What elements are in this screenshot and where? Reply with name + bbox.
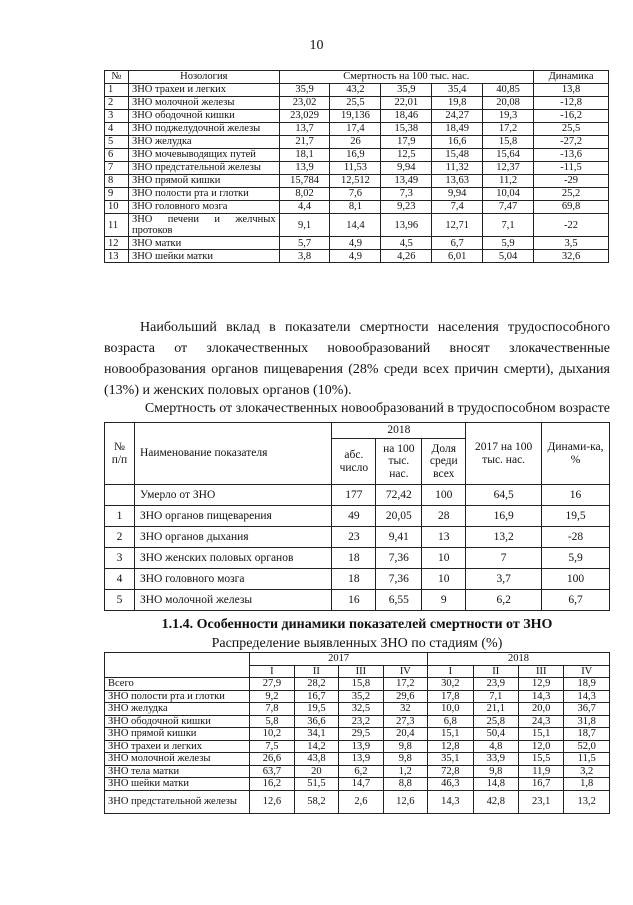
header-nosology: Нозология [128,71,279,84]
value-abs: 23 [332,527,376,548]
stage-value: 72,8 [428,765,473,778]
row-number: 3 [105,548,135,569]
stage-value: 12,6 [383,790,427,813]
value-abs: 18 [332,548,376,569]
mortality-value: 3,8 [279,250,330,263]
table-row [105,778,610,791]
stage-value: 42,8 [473,790,518,813]
dynamics-value: 69,8 [534,201,609,214]
stage-value: 15,1 [519,728,564,741]
stage-value: 51,5 [294,778,338,791]
table-row [105,527,610,548]
mortality-value: 16,6 [432,136,483,149]
value-dyn: -28 [542,527,610,548]
table3-caption: Распределение выявленных ЗНО по стадиям (%) [211,636,503,651]
mortality-value: 12,37 [483,162,534,175]
dynamics-value: 32,6 [534,250,609,263]
stage-value: 14,2 [294,740,338,753]
section-heading: 1.1.4. Особенности динамики показателей смертности от ЗНО [161,617,553,632]
dynamics-value: -16,2 [534,110,609,123]
nosology-name: ЗНО желудка [128,136,279,149]
stage-value: 14,8 [473,778,518,791]
mortality-value: 4,9 [330,250,381,263]
mortality-value: 15,38 [381,123,432,136]
table-row [105,703,610,716]
row-number: 2 [105,97,129,110]
row-number: 4 [105,569,135,590]
mortality-value: 7,3 [381,188,432,201]
mortality-value: 18,1 [279,149,330,162]
mortality-value: 7,1 [483,214,534,237]
table-row [105,149,609,162]
stage-value: 30,2 [428,678,473,691]
stage-value: 35,2 [339,690,383,703]
stage-value: 16,7 [294,690,338,703]
stage-value: 14,3 [428,790,473,813]
header-num: № п/п [105,423,135,485]
mortality-value: 15,784 [279,175,330,188]
stage-value: 28,2 [294,678,338,691]
nosology-name: ЗНО предстательной железы [105,790,250,813]
nosology-name: Всего [105,678,250,691]
table-row [105,123,609,136]
table-row [105,715,610,728]
stage-value: 10,2 [250,728,294,741]
mortality-value: 11,53 [330,162,381,175]
indicator-name: ЗНО женских половых органов [134,548,331,569]
stage-value: 16,7 [519,778,564,791]
nosology-name: ЗНО молочной железы [128,97,279,110]
mortality-value: 8,02 [279,188,330,201]
mortality-value: 11,32 [432,162,483,175]
table-row [105,678,610,691]
table2-caption: Смертность от злокачественных новообразований в трудоспособном возрасте [144,401,610,416]
stage-value: 6,2 [339,765,383,778]
nosology-name: ЗНО предстательной железы [128,162,279,175]
value-dyn: 6,7 [542,590,610,611]
header-indicator-name: Наименование показателя [134,423,331,485]
nosology-name: ЗНО полости рта и глотки [105,690,250,703]
stage-value: 12,6 [250,790,294,813]
stage-value: 34,1 [294,728,338,741]
mortality-value: 22,01 [381,97,432,110]
stage-value: 29,6 [383,690,427,703]
stage-value: 32,5 [339,703,383,716]
mortality-value: 6,01 [432,250,483,263]
mortality-value: 43,2 [330,84,381,97]
indicator-name: ЗНО головного мозга [134,569,331,590]
indicator-name: ЗНО органов дыхания [134,527,331,548]
dynamics-value: -11,5 [534,162,609,175]
dynamics-value: 25,5 [534,123,609,136]
table-row-total [105,485,610,506]
value-per100: 9,41 [376,527,422,548]
mortality-value: 4,5 [381,237,432,250]
stage-value: 12,8 [428,740,473,753]
table-row [105,569,610,590]
mortality-value: 5,9 [483,237,534,250]
mortality-value: 19,3 [483,110,534,123]
table-row [105,201,609,214]
stage-value: 46,3 [428,778,473,791]
mortality-value: 6,7 [432,237,483,250]
page-number: 10 [309,38,324,53]
value-y2017: 7 [466,548,542,569]
mortality-value: 12,71 [432,214,483,237]
stage-value: 7,5 [250,740,294,753]
mortality-value: 13,96 [381,214,432,237]
header-dynamics: Динами-ка, % [542,423,610,485]
table-row [105,728,610,741]
stage-header: I [250,665,294,678]
dynamics-value: 13,8 [534,84,609,97]
stage-value: 24,3 [519,715,564,728]
value-dyn: 100 [542,569,610,590]
mortality-value: 19,8 [432,97,483,110]
total-abs: 177 [332,485,376,506]
stage-value: 3,2 [564,765,610,778]
header-year-2018: 2018 [428,653,610,666]
stage-value: 11,9 [519,765,564,778]
table2-body [105,506,610,611]
total-name: Умерло от ЗНО [134,485,331,506]
value-y2017: 6,2 [466,590,542,611]
row-number: 9 [105,188,129,201]
nosology-name: ЗНО ободочной кишки [105,715,250,728]
row-number: 5 [105,590,135,611]
stage-value: 31,8 [564,715,610,728]
summary-paragraph: Наибольший вклад в показатели смертности населения трудоспособного возраста от злокачественных новообразований вносят злокачественные новообразования органов пищеварения (28% среди всех причин смерти), дыхания (13%) и женских половых органов (10%). [104,320,610,398]
nosology-name: ЗНО печени и желчных протоков [128,214,279,237]
nosology-name: ЗНО ободочной кишки [128,110,279,123]
value-share: 9 [422,590,466,611]
mortality-value: 5,04 [483,250,534,263]
mortality-value: 10,04 [483,188,534,201]
total-2017: 64,5 [466,485,542,506]
stage-value: 12,0 [519,740,564,753]
stage-value: 16,2 [250,778,294,791]
row-number: 3 [105,110,129,123]
working-age-mortality-table [104,422,610,611]
row-number: 4 [105,123,129,136]
header-per100: на 100 тыс. нас. [376,439,422,485]
stage-value: 27,3 [383,715,427,728]
nosology-name: ЗНО желудка [105,703,250,716]
table-row [105,765,610,778]
stage-value: 50,4 [473,728,518,741]
dynamics-value: -27,2 [534,136,609,149]
table-row [105,506,610,527]
table1-body [105,84,609,263]
value-abs: 49 [332,506,376,527]
stage-value: 14,7 [339,778,383,791]
mortality-value: 14,4 [330,214,381,237]
stage-value: 52,0 [564,740,610,753]
mortality-value: 17,9 [381,136,432,149]
stage-value: 9,8 [383,740,427,753]
stage-value: 9,8 [383,753,427,766]
stage-value: 6,8 [428,715,473,728]
value-dyn: 19,5 [542,506,610,527]
table-row [105,753,610,766]
stage-value: 32 [383,703,427,716]
header-year-2017: 2017 [250,653,428,666]
stage-value: 13,9 [339,753,383,766]
stage-value: 25,8 [473,715,518,728]
nosology-name: ЗНО поджелудочной железы [128,123,279,136]
stage-value: 14,3 [519,690,564,703]
stage-value: 15,5 [519,753,564,766]
table-row [105,214,609,237]
stage-value: 8,8 [383,778,427,791]
mortality-value: 4,4 [279,201,330,214]
mortality-value: 4,9 [330,237,381,250]
stage-value: 14,3 [564,690,610,703]
nosology-name: ЗНО мочевыводящих путей [128,149,279,162]
nosology-name: ЗНО полости рта и глотки [128,188,279,201]
table-row [105,548,610,569]
row-number: 1 [105,84,129,97]
row-number: 2 [105,527,135,548]
row-number: 7 [105,162,129,175]
stage-value: 2,6 [339,790,383,813]
table-row [105,110,609,123]
stage-header: III [519,665,564,678]
mortality-value: 13,7 [279,123,330,136]
nosology-name: ЗНО трахеи и легких [105,740,250,753]
table-row [105,175,609,188]
stage-value: 21,1 [473,703,518,716]
stage-header: IV [564,665,610,678]
value-per100: 20,05 [376,506,422,527]
stage-header: III [339,665,383,678]
mortality-by-nosology-table [104,70,609,263]
stage-value: 11,5 [564,753,610,766]
mortality-value: 35,4 [432,84,483,97]
mortality-value: 16,9 [330,149,381,162]
nosology-name: ЗНО тела матки [105,765,250,778]
mortality-value: 18,46 [381,110,432,123]
row-number: 6 [105,149,129,162]
total-per100: 72,42 [376,485,422,506]
mortality-value: 7,4 [432,201,483,214]
stage-value: 17,8 [428,690,473,703]
stage-value: 20 [294,765,338,778]
stage-value: 9,2 [250,690,294,703]
mortality-value: 13,9 [279,162,330,175]
mortality-value: 26 [330,136,381,149]
row-number: 13 [105,250,129,263]
stage-value: 29,5 [339,728,383,741]
stage-header: II [294,665,338,678]
dynamics-value: 3,5 [534,237,609,250]
stage-distribution-table [104,652,610,814]
stage-header: II [473,665,518,678]
mortality-value: 19,136 [330,110,381,123]
stage-value: 23,9 [473,678,518,691]
table3-body [105,678,610,814]
mortality-value: 35,9 [381,84,432,97]
stage-value: 23,1 [519,790,564,813]
mortality-value: 21,7 [279,136,330,149]
value-y2017: 16,9 [466,506,542,527]
stage-value: 23,2 [339,715,383,728]
table-row [105,250,609,263]
row-number: 12 [105,237,129,250]
mortality-value: 25,5 [330,97,381,110]
value-share: 13 [422,527,466,548]
nosology-name: ЗНО шейки матки [105,778,250,791]
table-row [105,790,610,813]
row-number: 8 [105,175,129,188]
mortality-value: 15,8 [483,136,534,149]
mortality-value: 13,63 [432,175,483,188]
mortality-value: 13,49 [381,175,432,188]
header-share: Доля среди всех [422,439,466,485]
table-row [105,188,609,201]
stage-value: 33,9 [473,753,518,766]
table-row [105,84,609,97]
stage-value: 26,6 [250,753,294,766]
nosology-name: ЗНО прямой кишки [128,175,279,188]
stage-value: 15,1 [428,728,473,741]
table-row [105,237,609,250]
value-abs: 16 [332,590,376,611]
value-dyn: 5,9 [542,548,610,569]
row-number: 11 [105,214,129,237]
nosology-name: ЗНО матки [128,237,279,250]
mortality-value: 24,27 [432,110,483,123]
mortality-value: 17,2 [483,123,534,136]
table-row [105,97,609,110]
stage-value: 7,1 [473,690,518,703]
mortality-value: 7,47 [483,201,534,214]
mortality-value: 8,1 [330,201,381,214]
total-dynamics: 16 [542,485,610,506]
value-share: 28 [422,506,466,527]
header-num: № [105,71,129,84]
stage-value: 10,0 [428,703,473,716]
row-number: 10 [105,201,129,214]
header-abs: абс. число [332,439,376,485]
mortality-value: 23,029 [279,110,330,123]
stage-value: 20,0 [519,703,564,716]
stage-value: 4,8 [473,740,518,753]
mortality-value: 5,7 [279,237,330,250]
stage-value: 20,4 [383,728,427,741]
stage-value: 19,5 [294,703,338,716]
mortality-value: 15,64 [483,149,534,162]
mortality-value: 9,94 [432,188,483,201]
dynamics-value: 25,2 [534,188,609,201]
stage-value: 13,9 [339,740,383,753]
mortality-value: 9,94 [381,162,432,175]
stage-value: 18,9 [564,678,610,691]
mortality-value: 9,1 [279,214,330,237]
table-row [105,136,609,149]
dynamics-value: -22 [534,214,609,237]
nosology-name: ЗНО прямой кишки [105,728,250,741]
row-number: 5 [105,136,129,149]
stage-value: 18,7 [564,728,610,741]
mortality-value: 12,512 [330,175,381,188]
value-abs: 18 [332,569,376,590]
mortality-value: 40,85 [483,84,534,97]
stage-value: 36,6 [294,715,338,728]
value-y2017: 13,2 [466,527,542,548]
header-mortality: Смертность на 100 тыс. нас. [279,71,533,84]
dynamics-value: -29 [534,175,609,188]
nosology-name: ЗНО молочной железы [105,753,250,766]
value-share: 10 [422,569,466,590]
row-number: 1 [105,506,135,527]
value-per100: 7,36 [376,548,422,569]
stage-value: 35,1 [428,753,473,766]
stage-value: 5,8 [250,715,294,728]
nosology-name: ЗНО головного мозга [128,201,279,214]
nosology-name: ЗНО трахеи и легких [128,84,279,97]
stage-header: IV [383,665,427,678]
table-row [105,162,609,175]
mortality-value: 7,6 [330,188,381,201]
table-row [105,590,610,611]
header-2017: 2017 на 100 тыс. нас. [466,423,542,485]
value-per100: 6,55 [376,590,422,611]
value-y2017: 3,7 [466,569,542,590]
header-dynamics: Динамика [534,71,609,84]
stage-value: 43,8 [294,753,338,766]
mortality-value: 4,26 [381,250,432,263]
mortality-value: 20,08 [483,97,534,110]
stage-header: I [428,665,473,678]
mortality-value: 12,5 [381,149,432,162]
mortality-value: 11,2 [483,175,534,188]
mortality-value: 23,02 [279,97,330,110]
mortality-value: 15,48 [432,149,483,162]
indicator-name: ЗНО органов пищеварения [134,506,331,527]
stage-value: 36,7 [564,703,610,716]
mortality-value: 9,23 [381,201,432,214]
stage-value: 17,2 [383,678,427,691]
total-share: 100 [422,485,466,506]
mortality-value: 18,49 [432,123,483,136]
stage-value: 1,2 [383,765,427,778]
stage-value: 63,7 [250,765,294,778]
mortality-value: 35,9 [279,84,330,97]
dynamics-value: -12,8 [534,97,609,110]
stage-value: 27,9 [250,678,294,691]
indicator-name: ЗНО молочной железы [134,590,331,611]
stage-value: 15,8 [339,678,383,691]
header-2018: 2018 [332,423,466,439]
table-row [105,690,610,703]
stage-value: 9,8 [473,765,518,778]
mortality-value: 17,4 [330,123,381,136]
value-share: 10 [422,548,466,569]
stage-value: 58,2 [294,790,338,813]
table-row [105,740,610,753]
stage-value: 7,8 [250,703,294,716]
nosology-name: ЗНО шейки матки [128,250,279,263]
stage-value: 1,8 [564,778,610,791]
value-per100: 7,36 [376,569,422,590]
stage-value: 12,9 [519,678,564,691]
stage-value: 13,2 [564,790,610,813]
dynamics-value: -13,6 [534,149,609,162]
